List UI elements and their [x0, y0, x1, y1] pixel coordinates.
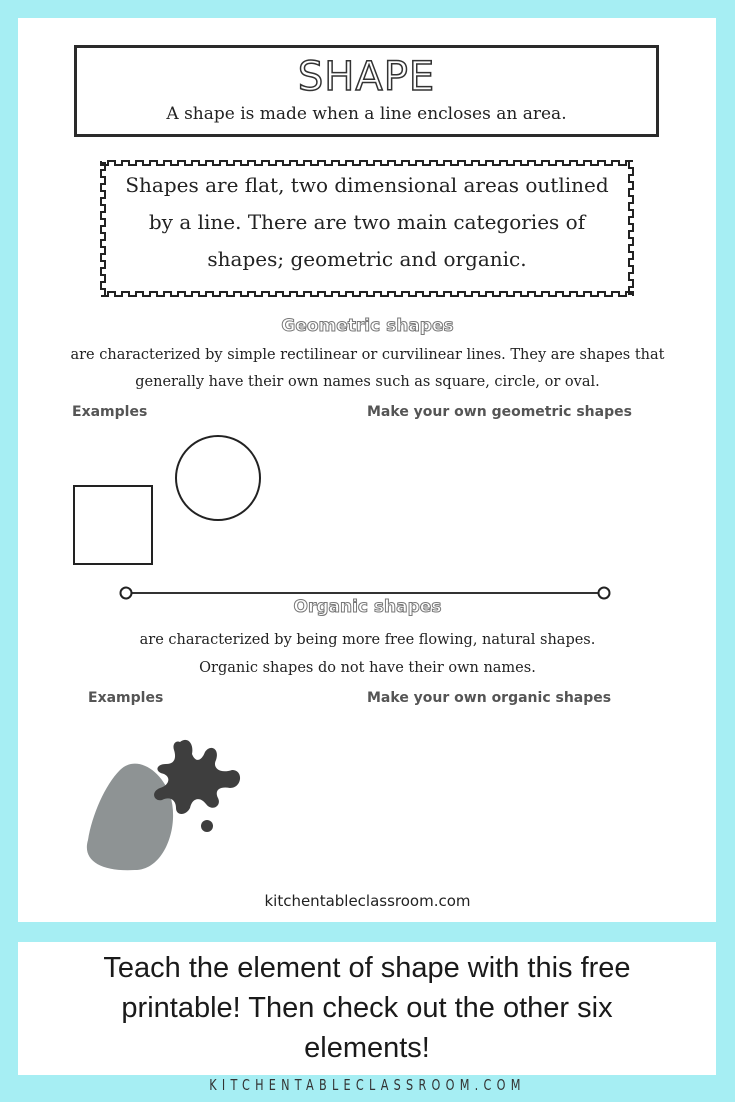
organic-blob [87, 764, 173, 871]
footer-url: kitchentableclassroom.com [264, 892, 471, 910]
organic-heading: Organic shapes [293, 597, 442, 617]
organic-line: Organic shapes do not have their own names. [199, 660, 536, 676]
organic-line: are characterized by being more free flowing, natural shapes. [139, 632, 596, 648]
square-example [73, 485, 153, 565]
worksheet-subtitle: A shape is made when a line encloses an area. [166, 104, 567, 124]
caption-box [18, 942, 716, 1075]
intro-line: by a line. There are two main categories of [148, 210, 586, 234]
geometric-make-label: Make your own geometric shapes [367, 404, 632, 420]
organic-examples [80, 730, 270, 875]
title-box [74, 45, 659, 137]
geometric-line: generally have their own names such as square, circle, or oval. [135, 374, 600, 390]
organic-make-label: Make your own organic shapes [367, 690, 612, 706]
worksheet-title: SHAPE [297, 54, 436, 100]
geometric-line: are characterized by simple rectilinear or curvilinear lines. They are shapes that [70, 347, 665, 363]
geometric-heading: Geometric shapes [281, 316, 454, 336]
caption-line: Teach the element of shape with this free [103, 952, 631, 984]
intro-box [97, 157, 637, 300]
brand-text: KITCHENTABLECLASSROOM.COM [209, 1076, 526, 1094]
caption-line: elements! [304, 1032, 430, 1064]
organic-examples-label: Examples [88, 690, 164, 706]
splat-dot [201, 820, 213, 832]
geometric-examples-label: Examples [72, 404, 148, 420]
intro-line: shapes; geometric and organic. [207, 247, 527, 271]
caption-line: printable! Then check out the other six [121, 992, 613, 1024]
intro-line: Shapes are flat, two dimensional areas outlined [125, 173, 609, 197]
circle-example [175, 435, 261, 521]
